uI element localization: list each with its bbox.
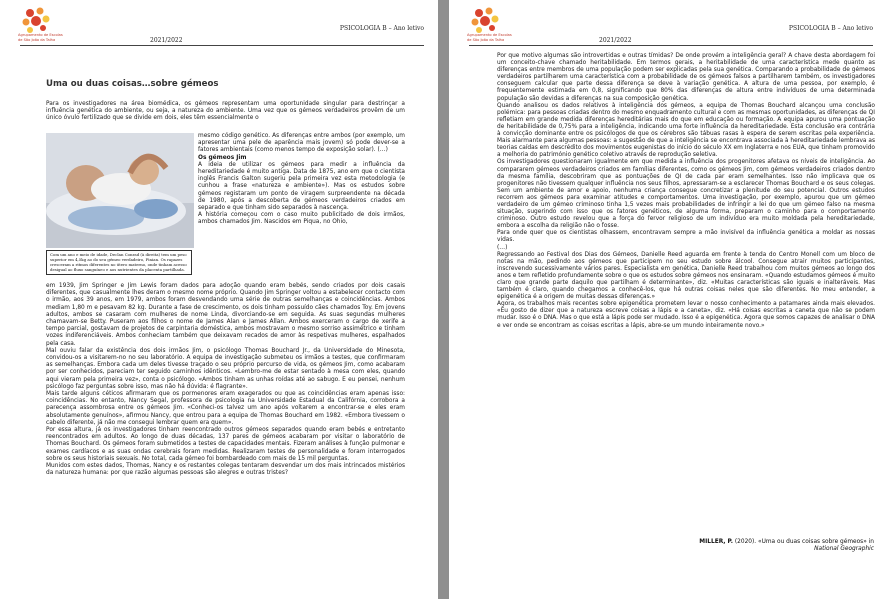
right-body [497,53,875,330]
logo-text-line2: de São João da Talha [467,37,505,42]
credit-author: MILLER, P. [699,539,733,545]
paragraph-heritability: Por que motivo algumas são introvertidas e outras tímidas? De onde provém a inteligência geral? A chave desta abordagem foi um conceito-chave chamado heritabilidade. Em termos gerais, a heritabilidade de uma característica mede quanto as diferenças entre membros de uma população podem ser explicadas pela sua genética. Comparando a probabilidade de gémeos verdadeiros partilharem uma característica com a probabilidade de os gémeos falsos a partilharem também, os investigadores conseguem calcular que parte dessa diferença se deve à variação genética. A altura de uma pessoa, por exemplo, é frequentemente estimada em 0,8, significando que 80% das diferenças de altura entre indivíduos de uma determinada população são devidas a diferenças na sua composição genética. [497,53,875,102]
credit-rest: (2020). «Uma ou duas coisas sobre gémeos» in [734,539,874,545]
main-body [46,283,405,477]
school-year: 2021/2022 [599,37,632,44]
paragraph-ellipsis: (…) [497,244,508,251]
source-credit [649,539,874,553]
paragraph-jims: em 1939, Jim Springer e Jim Lewis foram dados para adoção quando eram bebés, sendo criados por dois casais diferentes, que casualmente lhes deram o mesmo nome próprio. Quando Jim Springer voltou a estabelecer contacto com o irmão, aos 39 anos, em 1979, ambos foram desvendando uma série de outras semelhanças e coincidências. Ambos mediam 1,80 m e pesavam 82 kg. Durante a fase de crescimento, os dois tinham possuído cães chamados Toy. Em jovens adultos, ambos se casaram com mulheres de nome Linda, divorciando-se em seguida. As suas segundas mulheres chamavam-se Betty. Puseram aos filhos o nome de James Alan e James Allan. Ambos exerceram o cargo de xerife a tempo parcial, gostavam de projetos de carpintaria doméstica, ambos mostravam o mesmo sorriso assimétrico e tinham vozes indiferenciáveis. Ambos conheciam também que deixavam recados de amor às respetivas mulheres, espalhados pela casa. [46,283,405,347]
left-page [0,0,438,599]
logo-text-line2: de São João da Talha [18,37,56,42]
paragraph-intelligence: Quando analisou os dados relativos à inteligência dos gémeos, a equipa de Thomas Bouchard alcançou uma conclusão polémica: para pessoas criadas dentro do mesmo enquadramento cultural e com as mesmas oportunidades, as diferenças de QI refletiam em grande medida diferenças hereditárias mais do que em educação ou formação. A equipa apurou uma pontuação de heritabilidade de 0,75% para a inteligência, indicando uma forte influência da hereditariedade. Esta conclusão era contrária à convicção dominante entre os psicólogos de que os cérebros são tábuas rasas à espera de serem escritas pela experiência. Mais alarmante para algumas pessoas: a sugestão de que a inteligência se encontrava associada à hereditariedade lembrava as teorias caídas em descrédito dos movimentos eugenistas do início do século XX em Inglaterra e nos EUA, que tinham promovido a melhoria do património genético coletivo através de reprodução seletiva. [497,102,875,159]
subhead-jim: Os gémeos Jim [198,154,247,161]
header-divider [20,45,424,46]
wrap-column-1 [198,133,405,227]
article-title: Uma ou duas coisas…sobre gémeos [46,79,219,89]
school-logo-icon [467,5,503,35]
photo-caption: Com um ano e meio de idade, Declan Conrad (à direita) tem um peso superior em 4,5kg ao do seu gémeo verdadeiro, Finian. Os rapazes cresceram a ritmos diferentes no útero materno, onde tinham acesso desigual ao fluxo sanguíneo e aos nutrientes da placenta partilhada. [46,250,192,275]
paragraph-bouchard: Mal ouviu falar da existência dos dois irmãos Jim, o psicólogo Thomas Bouchard Jr., da Universidade do Minesota, convidou-os a visitarem-no no seu laboratório. A equipa de investigação submeteu os irmãos a testes, que confirmaram as semelhanças. Embora cada um deles tivesse traçado o seu próprio percurso de vida, os gémeos Jim, como acabaram por ser conhecidos, pareciam ter seguido caminhos idênticos. «Lembro-me de estar sentado à mesa com eles, quando aqui vieram pela primeira vez», conta o psicólogo. «Ambos tinham as unhas roídas até ao sabugo. E eu pensei, nenhum psicólogo faz perguntas sobre isso, mas não há dúvida: é flagrante». [46,347,405,390]
paragraph-137-pairs: Por essa altura, já os investigadores tinham reencontrado outros gémeos separados quando eram bebés e entretanto reencontrados em adultos. Ao longo de duas décadas, 137 pares de gémeos acabaram por visitar o laboratório de Thomas Bouchard. Os gémeos foram submetidos a testes de capacidades mentais. Fizeram análises à função pulmonar e exames cardíacos e as suas ondas cerebrais foram medidas. Realizaram testes de personalidade e foram interrogados sobre os seus historiais sexuais. No total, cada gémeo foi bombardeado com mais de 15 mil perguntas. [46,427,405,462]
header-divider [469,45,873,46]
paragraph-parents: Os investigadores questionaram igualmente em que medida a influência dos progenitores afetava os níveis de inteligência. Ao compararem gémeos verdadeiros criados em famílias diferentes, como os gémeos Jim, com gémeos verdadeiros criados dentro da mesma família, descobriram que as pontuações de QI de cada par eram semelhantes. Isso não implicava que os progenitores não tivessem qualquer influência nos seus filhos, apressaram-se a esclarecer Thomas Bouchard e os seus colegas. Sem um ambiente de amor e apoio, nenhuma criança consegue concretizar a plenitude do seu potencial. Outros estudos recorrem aos gémeos para examinar atitudes e comportamentos. Uma investigação, por exemplo, apurou que um gémeo verdadeiro de um gémeo criminoso tinha 1,5 vezes mais probabilidades de infringir a lei do que um gémeo falso na mesma situação, sugerindo com isso que os fatores genéticos, de alguma forma, preparam o caminho para o comportamento criminoso. Outro estudo revelou que a força do fervor religioso de um indivíduo era muito moldada pela hereditariedade, embora a escolha da religião não o fosse. [497,159,875,230]
logo-text [467,33,512,42]
wrap-text-3: A história começou com o caso muito publicitado de dois irmãos, ambos chamados Jim. Nascidos em Piqua, no Ohio, [198,212,405,226]
wrap-text-1: mesmo código genético. As diferenças entre ambos (por exemplo, um apresentar uma pele de aparência mais jovem) só pode dever-se a fatores ambientais (como menos tempo de exposição solar). (…) [198,133,405,154]
intro-paragraph [46,101,405,123]
subject-label: PSICOLOGIA B – Ano letivo [788,25,873,32]
paragraph-epigenetics: Agora, os trabalhos mais recentes sobre epigenética prometem levar o nosso conhecimento a patamares ainda mais elevados. «Eu gosto de dizer que a natureza escreve coisas a lápis e a caneta», diz. «Há coisas escritas a caneta que não se podem mudar. Isso é o DNA. Mas o que está a lápis pode ser mudado. Isso é a epigenética. Agora que somos capazes de analisar o DNA e ver onde se encontram as coisas escritas a lápis, abre-se um mundo inteiramente novo.» [497,301,875,329]
twins-photo [46,133,194,248]
subject-label: PSICOLOGIA B – Ano letivo [339,25,424,32]
wrap-text-2: A ideia de utilizar os gémeos para medir a influência da hereditariedade é muito antiga. Data de 1875, ano em que o cientista inglês Francis Galton sugeriu pela primeira vez esta metodologia (e cunhou a frase «natureza e ambiente»). Mas os estudos sobre gémeos registaram um ponto de viragem surpreendente na década de 1980, após a descoberta de gémeos verdadeiros criados em separado e que tinham sido separados à nascença. [198,161,405,212]
intro-text: Para os investigadores na área biomédica, os gémeos representam uma oportunidade singular para destrinçar a influência genética do ambiente, ou seja, a natureza do ambiente. Uma vez que os gémeos verdadeiros provêm de um único óvulo fertilizado que se divide em dois, eles têm essencialmente o [46,101,405,122]
school-year: 2021/2022 [150,37,183,44]
right-page [449,0,887,599]
logo-text-line1: Agrupamento de Escolas [467,33,512,37]
paragraph-festival: Regressando ao Festival dos Dias dos Gémeos, Danielle Reed aguarda em frente à tenda do Centro Monell com um bloco de notas na mão, pedindo aos gémeos que participem no seu estudo sobre álcool. Consegue atrair muitos participantes, inscrevendo sucessivamente vários pares. Especialista em genética, Danielle Reed trabalhou com muitos gémeos ao longo dos anos e tem refletido profundamente sobre o que os estudos sobre gémeos nos ensinaram. «Quando estudamos gémeos é muito claro que grande parte daquilo que partilham é determinante», diz. «Muitas características são iguais e inalteráveis. Mas também é claro, quando chegamos a conhecê-los, que há outras coisas neles que são diferentes. No meu entender, a epigenética é a origem de muitas dessas diferenças.» [497,251,875,301]
logo-text-line1: Agrupamento de Escolas [18,33,63,37]
school-logo-icon [18,5,54,35]
paragraph-genetic-hand: Para onde quer que os cientistas olhassem, encontravam sempre a mão invisível da influência genética a moldar as nossas vidas. [497,230,875,244]
logo-text [18,33,63,42]
paragraph-skeptics: Mais tarde alguns céticos afirmaram que os pormenores eram exagerados ou que as coincidências eram apenas isso: coincidências. No entanto, Nancy Segal, professora de psicologia na Universidade Estadual da Califórnia, corrobora a parecença assombrosa entre os gémeos Jim. «Conheci-os talvez um ano após voltarem a encontrar-se e eles eram absolutamente genuínos», afirmou Nancy, que entrou para a equipa de Thomas Bouchard em 1982. «Embora tivessem o cabelo diferente, já não me consegui lembrar quem era quem». [46,391,405,426]
paragraph-mystery: Munidos com estes dados, Thomas, Nancy e os restantes colegas tentaram desvendar um dos mais intrincados mistérios da natureza humana: por que razão algumas pessoas são alegres e outras tristes? [46,463,405,477]
credit-source: National Geographic [814,546,874,553]
